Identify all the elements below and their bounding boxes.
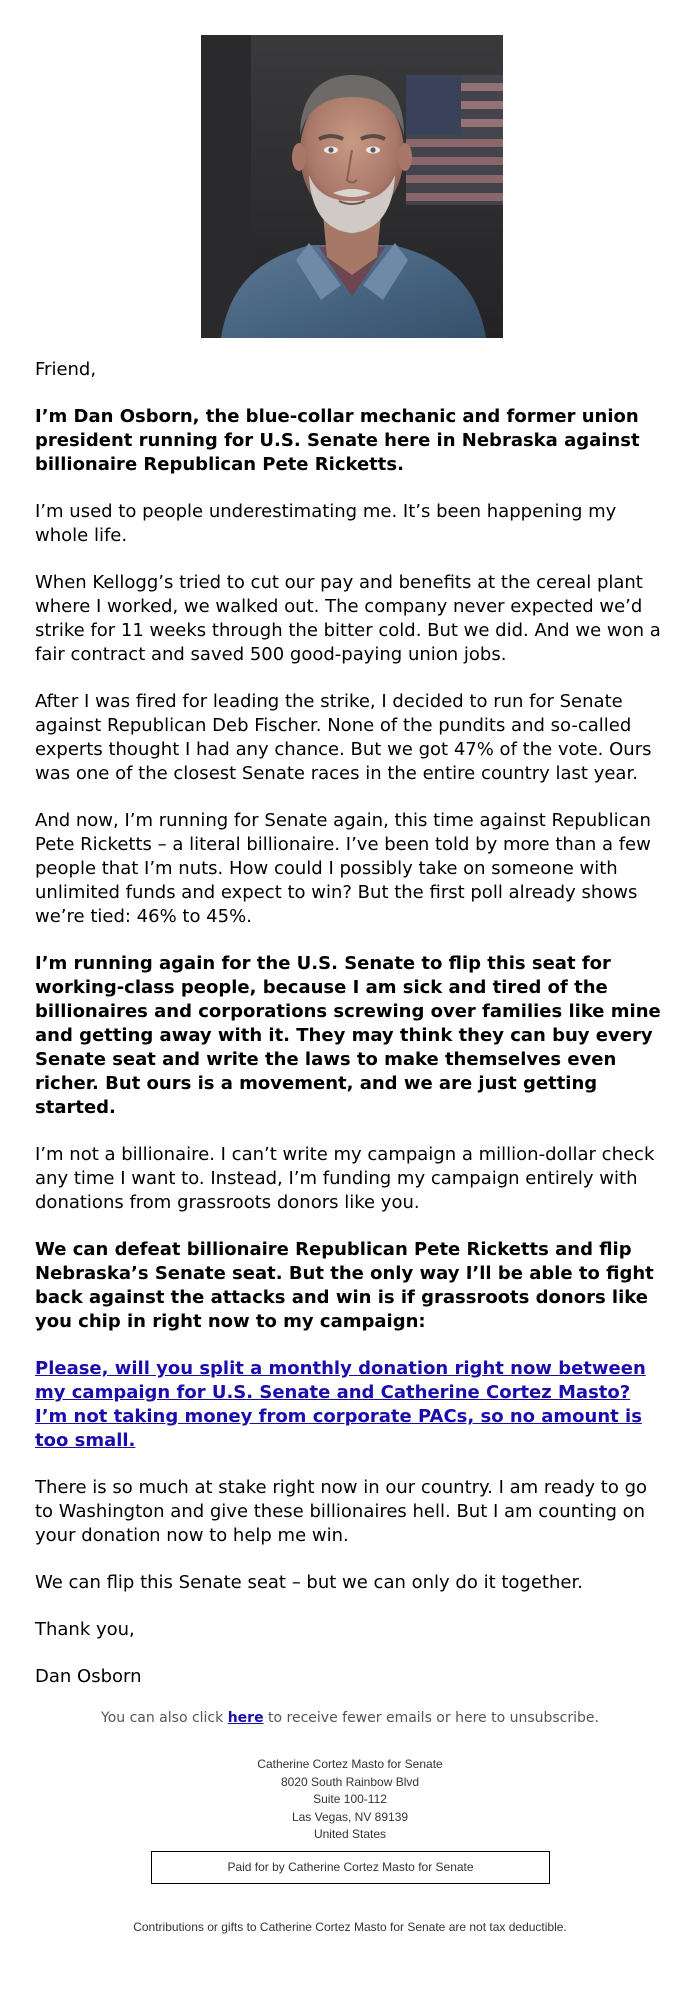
address-suite: Suite 100-112 bbox=[313, 1792, 387, 1806]
cta-paragraph bbox=[35, 1357, 667, 1453]
mailing-address bbox=[0, 1756, 700, 1844]
address-org: Catherine Cortez Masto for Senate bbox=[257, 1757, 443, 1771]
fewer-emails-link[interactable]: here bbox=[227, 1710, 264, 1726]
signoff: Thank you, bbox=[35, 1619, 135, 1640]
paid-for-text: Paid for by Catherine Cortez Masto for Senate bbox=[227, 1860, 474, 1874]
donate-link[interactable]: Please, will you split a monthly donation right now between my campaign for U.S. Senate and Catherine Cortez Masto? I’m not taking money from corporate PACs, so no amount is too small. bbox=[35, 1358, 646, 1451]
address-country: United States bbox=[313, 1827, 387, 1841]
paragraph-flip-seat: I’m running again for the U.S. Senate to flip this seat for working-class people, because I am sick and tired of the billionaires and corporations screwing over families like mine and getting away with it. They may think they can buy every Senate seat and write the laws to make themselves even richer. But ours is a movement, and we are just getting started. bbox=[35, 953, 661, 1118]
paragraph-strike: When Kellogg’s tried to cut our pay and benefits at the cereal plant where I worked, we walked out. The company never expected we’d strike for 11 weeks through the bitter cold. But we did. And we won a fair contract and saved 500 good-paying union jobs. bbox=[35, 572, 661, 665]
paragraph-defeat: We can defeat billionaire Republican Pete Ricketts and flip Nebraska’s Senate seat. But the only way I’ll be able to fight back against the attacks and win is if grassroots donors like you chip in right now to my campaign: bbox=[35, 1239, 654, 1332]
flag-background bbox=[406, 75, 503, 205]
signature: Dan Osborn bbox=[35, 1666, 142, 1687]
letter-body bbox=[35, 358, 667, 1712]
candidate-photo bbox=[201, 35, 503, 338]
paragraph-first-race: After I was fired for leading the strike, I decided to run for Senate against Republican Deb Fischer. None of the pundits and so-called experts thought I had any chance. But we got 47% of the vote. Ours was one of the closest Senate races in the entire country last year. bbox=[35, 691, 652, 784]
paragraph-at-stake: There is so much at stake right now in our country. I am ready to go to Washington and give these billionaires hell. But I am counting on your donation now to help me win. bbox=[35, 1477, 648, 1546]
paragraph-running-again: And now, I’m running for Senate again, this time against Republican Pete Ricketts – a literal billionaire. I’ve been told by more than a few people that I’m nuts. How could I possibly take on someone with unlimited funds and expect to win? But the first poll already shows we’re tied: 46% to 45%. bbox=[35, 810, 651, 927]
preferences-suffix: to receive fewer emails or here to unsubscribe. bbox=[263, 1710, 599, 1726]
tax-disclaimer: Contributions or gifts to Catherine Cortez Masto for Senate are not tax deductible. bbox=[133, 1920, 567, 1934]
address-street: 8020 South Rainbow Blvd bbox=[280, 1774, 420, 1789]
intro-paragraph: I’m Dan Osborn, the blue-collar mechanic and former union president running for U.S. Senate here in Nebraska against billionaire Republican Pete Ricketts. bbox=[35, 406, 640, 475]
email-preferences bbox=[0, 1710, 700, 1726]
preferences-prefix: You can also click bbox=[101, 1710, 228, 1726]
paragraph-underestimated: I’m used to people underestimating me. It’s been happening my whole life. bbox=[35, 501, 617, 546]
paragraph-together: We can flip this Senate seat – but we can only do it together. bbox=[35, 1572, 583, 1593]
paid-for-disclaimer-box bbox=[151, 1851, 550, 1884]
candidate-portrait-image bbox=[201, 35, 503, 338]
address-city: Las Vegas, NV 89139 bbox=[291, 1809, 409, 1824]
greeting: Friend, bbox=[35, 359, 97, 380]
paragraph-not-billionaire: I’m not a billionaire. I can’t write my campaign a million-dollar check any time I want to. Instead, I’m funding my campaign entirely with donations from grassroots donors like you. bbox=[35, 1144, 655, 1213]
